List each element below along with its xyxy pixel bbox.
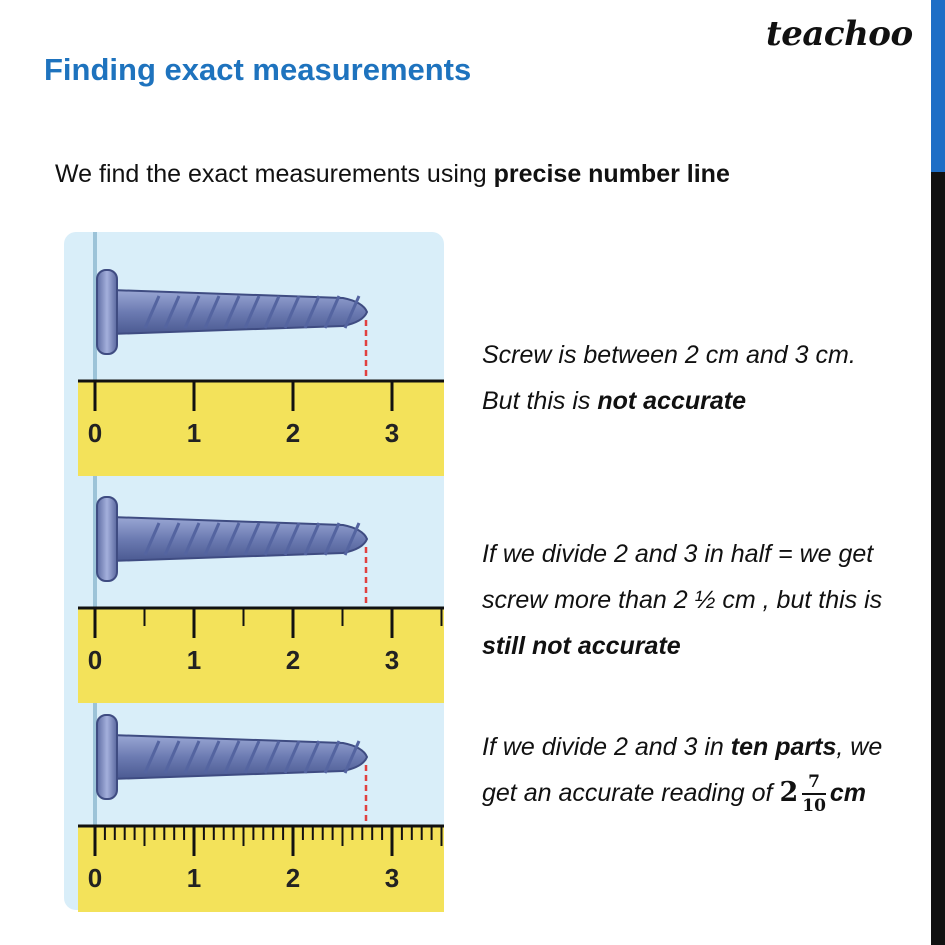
ruler-label: 2 xyxy=(285,645,301,675)
fraction-seven-tenths: $\frac{7}{10}$ xyxy=(802,771,826,816)
ruler-label: 3 xyxy=(384,418,400,448)
ruler-label: 1 xyxy=(186,418,202,448)
ruler-label: 1 xyxy=(186,645,202,675)
page-title: Finding exact measurements xyxy=(44,52,472,87)
screw-head xyxy=(97,270,117,354)
ruler-label: 3 xyxy=(384,863,400,893)
ruler-label: 2 xyxy=(285,863,301,893)
note-ten-parts: If we divide 2 and 3 in ten parts, we get an accurate reading of 2 $\frac{7}{10}$ cm xyxy=(482,733,883,816)
screw-head xyxy=(97,497,117,581)
ruler-label: 0 xyxy=(87,418,103,448)
ruler-label: 0 xyxy=(87,645,103,675)
teachoo-logo: teachoo xyxy=(766,14,913,54)
note-between-2-and-3: Screw is between 2 cm and 3 cm. But this is not accurate xyxy=(482,341,856,415)
mixed-number-whole: 2 xyxy=(779,777,799,808)
slide-accent-bar xyxy=(931,0,945,172)
ruler-label: 3 xyxy=(384,645,400,675)
ruler-label: 2 xyxy=(285,418,301,448)
screw-ruler-illustration xyxy=(62,230,460,912)
ruler-label: 0 xyxy=(87,863,103,893)
intro-text: We find the exact measurements using precise number line xyxy=(55,160,730,188)
slide-side-bar xyxy=(931,172,945,945)
note-half-division: If we divide 2 and 3 in half = we get screw more than 2 ½ cm , but this is still not accurate xyxy=(482,540,883,660)
screw-head xyxy=(97,715,117,799)
ruler-label: 1 xyxy=(186,863,202,893)
